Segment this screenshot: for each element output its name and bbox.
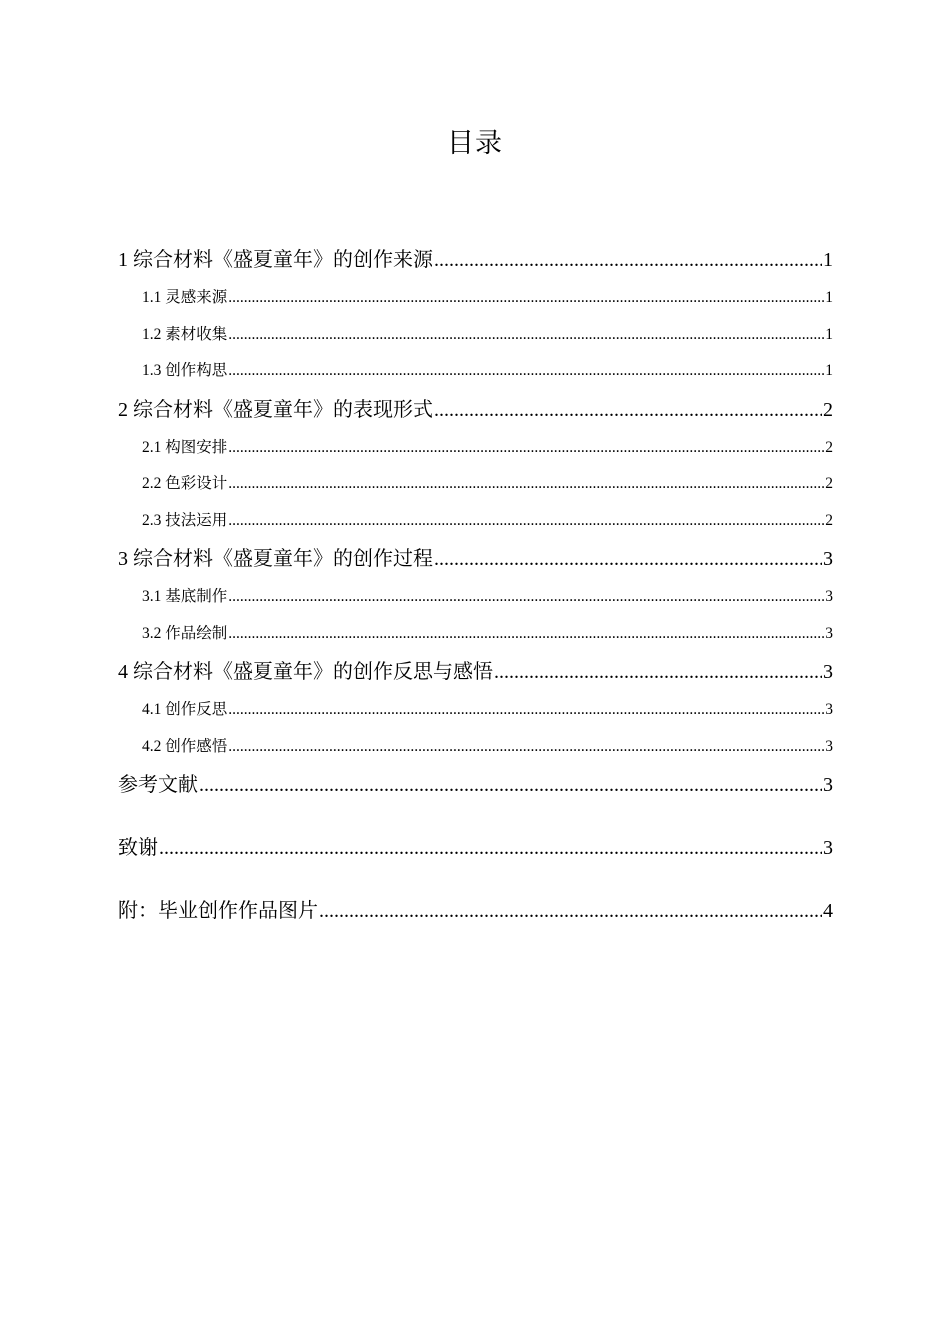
dot-leader: [228, 692, 824, 729]
toc-entry-label: 2.3 技法运用: [142, 511, 228, 529]
dot-leader: [228, 466, 824, 503]
toc-entry-acknowledgements[interactable]: [118, 830, 833, 866]
toc-entry-label: 附：毕业创作作品图片: [118, 900, 318, 922]
toc-entry-label: 2.1 构图安排: [142, 438, 228, 456]
toc-entry-label: 4.1 创作反思: [142, 701, 228, 718]
toc-entry-chapter-1[interactable]: [118, 242, 833, 278]
toc-page-number: 3: [825, 588, 833, 605]
toc-entry-label: 2.2 色彩设计: [142, 475, 228, 492]
toc-entry-section-2-1[interactable]: [118, 430, 833, 467]
toc-entry-chapter-2[interactable]: [118, 392, 833, 428]
toc-entry-label: 致谢: [118, 837, 158, 859]
toc-page-number: 2: [823, 398, 833, 421]
toc-entry-label: 1.1 灵感来源: [142, 289, 228, 306]
table-of-contents: [118, 242, 833, 929]
toc-entry-label: 3.2 作品绘制: [142, 624, 228, 642]
toc-entry-section-3-1[interactable]: [118, 579, 833, 616]
toc-entry-label: 4 综合材料《盛夏童年》的创作反思与感悟: [118, 661, 493, 683]
toc-page-number: 3: [823, 661, 833, 683]
dot-leader: [228, 729, 824, 766]
dot-leader: [228, 616, 824, 653]
toc-entry-label: 3.1 基底制作: [142, 588, 228, 605]
toc-entry-label: 1 综合材料《盛夏童年》的创作来源: [118, 249, 433, 271]
dot-leader: [434, 541, 822, 577]
page-title: 目录: [447, 128, 503, 159]
toc-page-number: 1: [823, 249, 833, 271]
dot-leader: [434, 392, 822, 428]
toc-entry-references[interactable]: [118, 767, 833, 803]
toc-entry-label: 3 综合材料《盛夏童年》的创作过程: [118, 548, 433, 570]
toc-page-number: 4: [823, 900, 833, 922]
dot-leader: [228, 503, 824, 540]
dot-leader: [228, 579, 824, 616]
toc-page-number: 1: [825, 289, 833, 306]
toc-page-number: 2: [825, 438, 833, 456]
dot-leader: [228, 353, 824, 390]
toc-entry-section-1-1[interactable]: [118, 280, 833, 317]
dot-leader: [159, 830, 822, 866]
toc-page-number: 3: [823, 837, 833, 859]
dot-leader: [228, 317, 824, 354]
toc-entry-label: 1.3 创作构思: [142, 362, 228, 379]
toc-entry-chapter-3[interactable]: [118, 541, 833, 577]
toc-entry-label: 2 综合材料《盛夏童年》的表现形式: [118, 398, 433, 421]
dot-leader: [199, 767, 822, 803]
toc-entry-section-2-3[interactable]: [118, 503, 833, 540]
dot-leader: [228, 280, 824, 317]
toc-entry-chapter-4[interactable]: [118, 654, 833, 690]
toc-entry-section-1-2[interactable]: [118, 317, 833, 354]
toc-page-number: 3: [825, 737, 833, 755]
toc-entry-section-2-2[interactable]: [118, 466, 833, 503]
toc-entry-section-1-3[interactable]: [118, 353, 833, 390]
toc-entry-section-3-2[interactable]: [118, 616, 833, 653]
dot-leader: [434, 242, 822, 278]
dot-leader: [319, 893, 822, 929]
toc-entry-label: 4.2 创作感悟: [142, 737, 228, 755]
toc-page-number: 3: [823, 548, 833, 570]
toc-entry-label: 1.2 素材收集: [142, 325, 228, 343]
dot-leader: [494, 654, 822, 690]
dot-leader: [228, 430, 824, 467]
toc-page-number: 3: [825, 701, 833, 718]
toc-entry-label: 参考文献: [118, 774, 198, 796]
toc-page-number: 1: [825, 362, 833, 379]
toc-entry-appendix[interactable]: [118, 893, 833, 929]
toc-page-number: 3: [825, 624, 833, 642]
toc-page-number: 2: [825, 475, 833, 492]
toc-page-number: 3: [823, 774, 833, 796]
toc-page-number: 2: [825, 511, 833, 529]
toc-page-number: 1: [825, 325, 833, 343]
toc-entry-section-4-1[interactable]: [118, 692, 833, 729]
toc-entry-section-4-2[interactable]: [118, 729, 833, 766]
